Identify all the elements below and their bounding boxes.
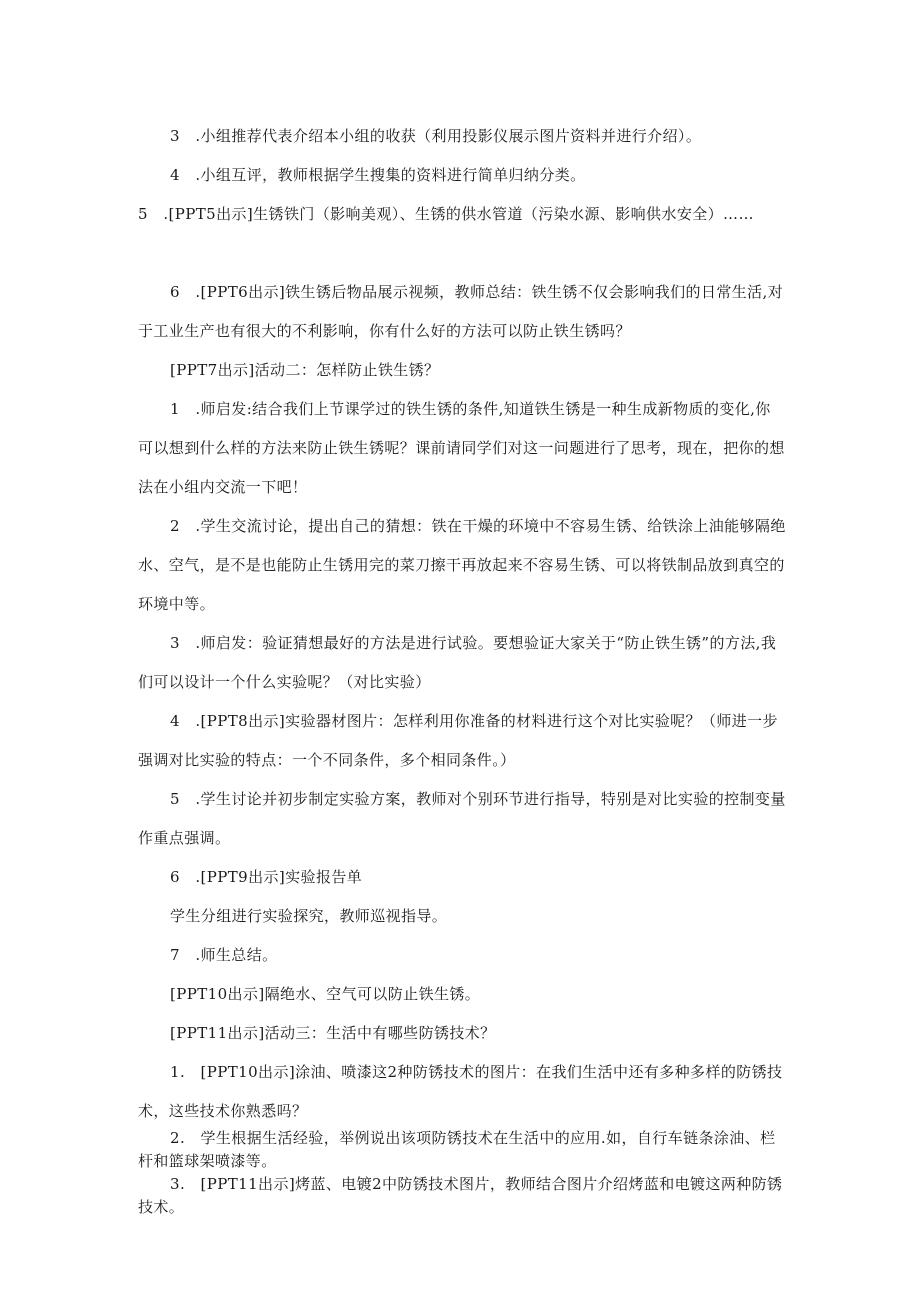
paragraph-activity-3-step-3: 3. [PPT11出示]烤蓝、电镀2中防锈技术图片，教师结合图片介绍烤蓝和电镀这两种防锈技术。 <box>138 1175 783 1216</box>
paragraph-activity-3-step-1: 1. [PPT10出示]涂油、喷漆这2种防锈技术的图片：在我们生活中还有多种多样的防锈技术，这些技术你熟悉吗？ <box>138 1063 783 1120</box>
paragraph-step-4-peer-review: 4 .小组互评，教师根据学生搜集的资料进行简单归纳分类。 <box>170 166 586 184</box>
paragraph-activity-3-heading: [PPT11出示]活动三：生活中有哪些防锈技术？ <box>170 1024 496 1042</box>
paragraph-activity-2-heading: [PPT7出示]活动二：怎样防止铁生锈？ <box>170 361 440 379</box>
paragraph-step-6-ppt6: 6 .[PPT6出示]铁生锈后物品展示视频，教师总结：铁生锈不仅会影响我们的日常生活,对于工业生产也有很大的不利影响，你有什么好的方法可以防止铁生锈吗？ <box>138 283 784 340</box>
paragraph-activity-2-step-4: 4 .[PPT8出示]实验器材图片：怎样利用你准备的材料进行这个对比实验呢？（师进一步强调对比实验的特点：一个不同条件，多个相同条件。） <box>138 712 778 769</box>
paragraph-activity-2-step-3: 3 .师启发：验证猜想最好的方法是进行试验。要想验证大家关于“防止铁生锈”的方法,我们可以设计一个什么实验呢？（对比实验） <box>138 634 777 691</box>
paragraph-ppt10-summary: [PPT10出示]隔绝水、空气可以防止铁生锈。 <box>170 985 481 1003</box>
paragraph-activity-2-step-5: 5 .学生讨论并初步制定实验方案，教师对个别环节进行指导，特别是对比实验的控制变量作重点强调。 <box>138 790 786 847</box>
paragraph-step-5-ppt5 <box>138 195 786 234</box>
paragraph-group-experiment: 学生分组进行实验探究，教师巡视指导。 <box>170 907 448 925</box>
paragraph-activity-2-step-7: 7 .师生总结。 <box>170 946 278 964</box>
paragraph-step-3-group-report: 3 .小组推荐代表介绍本小组的收获（利用投影仪展示图片资料并进行介绍）。 <box>170 127 702 145</box>
paragraph-activity-2-step-2: 2 .学生交流讨论，提出自己的猜想：铁在干燥的环境中不容易生锈、给铁涂上油能够隔绝水、空气，是不是也能防止生锈用完的菜刀擦干再放起来不容易生锈、可以将铁制品放到真空的环境中等。 <box>138 517 786 613</box>
paragraph-text: 5 .[PPT5出示]生锈铁门（影响美观）、生锈的供水管道（污染水源、影响供水安全）…… <box>138 205 754 223</box>
paragraph-activity-2-step-1: 1 .师启发:结合我们上节课学过的铁生锈的条件,知道铁生锈是一种生成新物质的变化,你可以想到什么样的方法来防止铁生锈呢？课前请同学们对这一问题进行了思考，现在，把你的想法在小组内交流一下吧！ <box>138 400 785 496</box>
paragraph-activity-2-step-6: 6 .[PPT9出示]实验报告单 <box>170 868 363 886</box>
paragraph-activity-3-step-2: 2. 学生根据生活经验，举例说出该项防锈技术在生活中的应用.如，自行车链条涂油、栏杆和篮球架喷漆等。 <box>138 1129 776 1170</box>
